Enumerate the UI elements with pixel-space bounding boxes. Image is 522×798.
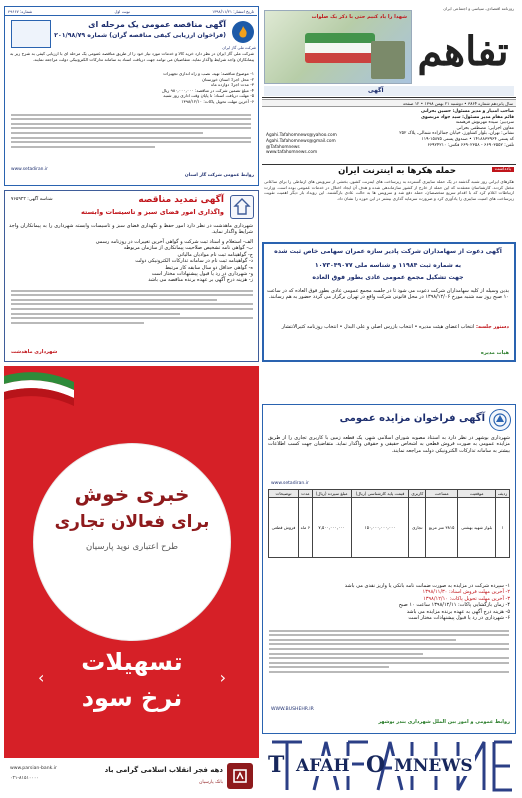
tender-round: نوبت اول	[114, 9, 130, 14]
meeting-agenda-label: دستور جلسه:	[475, 324, 509, 330]
table-cell: ۳۸۱۵ متر مربع	[426, 498, 458, 558]
tender-stamp	[11, 20, 51, 48]
extension-logo	[230, 195, 254, 219]
meeting-signature: هیات مدیره	[480, 350, 509, 356]
table-cell: فروش قطعی	[269, 498, 299, 558]
social-handle[interactable]: @Tafahomnews	[266, 144, 300, 150]
editorial	[262, 164, 516, 238]
extension-title: آگهی تمدید مناقصه	[138, 195, 224, 205]
tender-number: شماره: ۴۹۶۶۷	[8, 9, 33, 14]
ad-auction	[262, 404, 516, 734]
auction-title: آگهی فراخوان مزایده عمومی	[339, 413, 485, 424]
chevron-left-icon: ‹	[38, 668, 45, 687]
ad-extension	[4, 190, 259, 362]
banner-flag	[305, 33, 375, 63]
tender-item: ۱- موضوع مناقصه: تهیه، نصب و راه اندازی تجهیزات	[163, 71, 254, 76]
phones: تلفن: ۶۶۹۰۳۵۵۲ - ۶۶۹۰۲۳۵۸ فکس: ۶۶۹۲۴۲۱۰	[427, 142, 514, 148]
tender-item: ۳- مدت اجرا: دوازده ماه	[211, 82, 254, 88]
chevron-right-icon: ›	[219, 668, 226, 687]
extension-subtitle: واگذاری امور فضای سبز و تاسیسات وابسته	[80, 208, 224, 216]
table-cell: ۷,۵۰۰,۰۰۰,۰۰۰	[312, 498, 351, 558]
ad-meeting	[262, 242, 516, 362]
bank-logo	[227, 763, 253, 789]
extension-body: شهرداری ماهدشت در نظر دارد امور حفظ و نگهداری فضای سبز و تاسیسات وابسته شهرداری را به پیمانکاران واجد شرایط واگذار نماید.	[9, 223, 253, 236]
tender-items	[10, 71, 254, 105]
bank-web[interactable]: www.parsian-bank.ir	[10, 766, 57, 771]
meeting-agenda: انتخاب اعضای هیئت مدیره • انتخاب بازرس اصلی و علی البدل • انتخاب روزنامه کثیرالانتشار	[281, 324, 475, 330]
table-header: قیمت پایه کارشناسی (ریال)	[351, 490, 409, 498]
meeting-subtitle2: جهت تشکیل مجمع عمومی عادی بطور فوق العاده	[312, 274, 464, 281]
table-header-row	[269, 490, 510, 498]
website-link[interactable]: www.tafahomnews.com	[266, 150, 318, 156]
mosaic-part: AFAH	[296, 756, 350, 776]
gas-flame-icon	[236, 25, 250, 39]
bank-phone: ۰۲۱-۸۱۵۱۰۰۰۰	[10, 776, 39, 781]
tender-item: ۵- مهلت دریافت اسناد: تا پایان وقت اداری روز شنبه	[163, 93, 254, 99]
extension-item: ه- گواهی حداقل دو سال سابقه کار مرتبط	[165, 264, 253, 271]
auction-note: ۶- شهرداری در رد یا قبول پیشنهادات مختار است	[408, 615, 510, 622]
tender-item: ۴- مبلغ تضمین شرکت در مناقصه: ۹۸۰,۰۰۰,۰۰۰ ریال	[161, 87, 254, 93]
table-header: ردیف	[496, 490, 510, 498]
tender-org: شرکت ملی گاز ایران	[222, 45, 256, 50]
auction-logo	[489, 409, 511, 431]
logo	[414, 16, 512, 86]
extension-item: د- گواهینامه ثبت نام در سامانه تدارکات الکترونیکی دولت	[135, 258, 253, 265]
logo-text: تفاهم	[417, 27, 509, 75]
auction-web2[interactable]: WWW.BUSHEHR.IR	[271, 707, 314, 712]
extension-item: ز- هزینه درج آگهی بر عهده برنده مناقصه می باشد	[148, 277, 253, 284]
mosaic-part: MNEWS	[394, 756, 473, 776]
editorial-kicker: یادداشت	[492, 167, 514, 172]
extension-item: الف- استعلام و اسناد ثبت شرکت و گواهی آخرین تغییرات در روزنامه رسمی	[95, 239, 253, 245]
extension-item: ب- گواهی نامه تشخیص صلاحیت پیمانکاری از سازمان مربوطه	[123, 245, 253, 252]
table-header: توضیحات	[269, 490, 299, 498]
banner-photo	[371, 41, 405, 79]
tender-item: ۶- آخرین مهلت تحویل پاکات: ۱۳۹۸/۱۲/۱۰	[181, 98, 254, 104]
table-cell: ۶ ماه	[298, 498, 312, 558]
bank-offer-box	[38, 646, 226, 726]
auction-note: ۱- سپرده شرکت در مزایده به صورت ضمانت نامه بانکی یا واریز نقدی می باشد	[344, 583, 510, 589]
extension-notice-no: شناسه آگهی: ۷۶۵۹۲۲	[11, 197, 53, 202]
meeting-subtitle: به شماره ثبت ۱۱۹۸۴ و شناسه ملی ۱۰۷۳۰۴۹۰۷۷	[314, 262, 462, 269]
table-cell: ۱	[496, 498, 510, 558]
table-cell: بلوار شهید بهشتی	[458, 498, 496, 558]
extension-fine-print	[11, 287, 253, 343]
tender-fine-print	[11, 111, 251, 163]
auction-body: شهرداری بوشهر در نظر دارد به استناد مصوبه شورای اسلامی شهر، یک قطعه زمین با کاربری تجاری را از طریق مزایده عمومی به صورت فروش قطعی به اشخاص حقیقی و حقوقی واگذار نماید. متقاضیان جهت کسب اطلاعات بیشتر به سامانه تدارکات الکترونیکی دولت مراجعه نمایند.	[268, 435, 510, 454]
auction-note: ۵- هزینه درج آگهی به عهده برنده مزایده می باشد	[406, 608, 510, 615]
banner-text: شهدا را یاد کنیم حتی با ذکر یک صلوات	[311, 14, 407, 20]
table-header: موقعیت	[458, 490, 496, 498]
bank-offer2: نرخ سود	[81, 684, 183, 712]
issue-text: سال پانزدهم شماره ۳۸۶۴ • دوشنبه ۲۱ بهمن ۱۳۹۸ • ۱۲ صفحه	[402, 101, 513, 106]
table-row	[269, 498, 510, 558]
table-header: مدت	[298, 490, 312, 498]
staff-list	[364, 109, 514, 148]
auction-note: ۴- زمان بازگشایی پاکات: ۱۳۹۸/۱۲/۱۱ ساعت ۱۰ صبح	[398, 602, 510, 609]
ads-label: آگهی	[368, 87, 384, 94]
tender-title: آگهی مناقصه عمومی یک مرحله ای	[88, 20, 226, 29]
staff-line: معاون اجرایی: مصطفی بحرانی	[456, 125, 514, 131]
table-cell: تجاری	[409, 498, 426, 558]
extension-signature: شهرداری ماهدشت	[11, 349, 58, 355]
staff-line: نشانی: تهران، بلوار کشاورز، خیابان جمالزاده شمالی، پلاک ۲۵۲	[399, 131, 514, 137]
meeting-body: بدین وسیله از کلیه سهامداران شرکت دعوت می شود تا در جلسه مجمع عمومی عادی بطور فوق العاده که در ساعت ۱۰ صبح روز سه شنبه مورخ ۱۳۹۸/۱۲/۰۶ در محل قانونی شرکت واقع در تهران برگزار می گردد حضور به هم رسانند.	[267, 288, 509, 301]
tender-topbar	[5, 7, 257, 16]
mosaic-part: T	[268, 752, 285, 778]
tender-web[interactable]: www.setadiran.ir	[11, 167, 48, 172]
bank-tagline: طرح اعتباری نوید پارسیان	[85, 542, 179, 552]
tender-item: ۲- محل اجرا: استان خوزستان	[201, 76, 254, 82]
staff-line: قائم مقام مدیر مسئول: سید جواد مرتضوی	[421, 114, 514, 120]
ads-ribbon	[264, 86, 514, 96]
staff-line: سردبیر: سیده مهرنوش فرهنمند	[455, 120, 514, 126]
banner	[264, 10, 412, 84]
bank-slogan: دهه فجر انقلاب اسلامی گرامی باد	[104, 766, 223, 774]
contact-list	[266, 133, 362, 156]
ad-bank	[4, 366, 259, 794]
staff-line: کد پستی ۱۴۱۸۸۳۳۹۶۴ • صندوق پستی ۱۵۸۷۵-۱۱۹	[421, 136, 514, 142]
flag-ribbon-icon	[4, 366, 74, 426]
auction-note: ۳- آخرین مهلت تحویل پاکات: ۱۳۹۸/۱۲/۱۰	[423, 595, 510, 602]
issue-line	[262, 99, 516, 107]
tender-contact: روابط عمومی شرکت گاز استان	[184, 173, 254, 178]
tender-logo	[232, 21, 254, 43]
tender-body: شرکت ملی گاز ایران در نظر دارد خرید کالا و خدمات مورد نیاز خود را از طریق مناقصه عمومی یک مرحله ای با ارزیابی کیفی به شرح زیر به پیمانکاران واجد شرایط واگذار نماید. متقاضیان می توانند جهت دریافت اسناد به سامانه تدارکات الکترونیکی دولت مراجعه نمایند.	[10, 51, 254, 62]
meeting-agenda-block	[267, 324, 509, 330]
extension-item: ج- گواهینامه ثبت نام موادیان مالیاتی	[177, 251, 253, 258]
staff-line: صاحب امتیاز و مدیر مسئول: حسین بحرانی	[420, 109, 514, 114]
extension-item: و- شهرداری در رد یا قبول پیشنهادات مختار است	[151, 271, 253, 278]
auction-signature: روابط عمومی و امور بین الملل شهرداری بندر بوشهر	[378, 719, 510, 725]
table-header: مبلغ سپرده (ریال)	[312, 490, 351, 498]
bank-footer	[4, 758, 259, 794]
municipality-emblem-icon	[231, 196, 253, 218]
mosaic-part: O	[366, 752, 386, 778]
bank-name: بانک پارسیان	[199, 780, 223, 785]
bank-logo-icon	[231, 767, 249, 785]
meeting-title: آگهی دعوت از سهامداران شرکت پادیر سازه عمران سهامی خاص ثبت شده	[274, 248, 502, 255]
editorial-headline: حمله هکرها به اینترنت ایران	[338, 166, 456, 176]
ad-tender	[4, 6, 259, 186]
auction-notes	[268, 583, 510, 621]
auction-note: ۲- آخرین مهلت فروش اسناد: ۱۳۹۸/۱۱/۳۰	[422, 589, 510, 596]
email-link[interactable]: Agahi.Tafahomnews@gmail.com	[266, 138, 336, 144]
auction-table-wrap	[268, 489, 510, 558]
masthead	[262, 6, 516, 98]
table-header: کاربری	[409, 490, 426, 498]
tender-date: تاریخ انتشار: ۱۳۹۸/۱۱/۲۱	[212, 9, 254, 14]
mosaic-text	[262, 738, 516, 794]
email-link[interactable]: Agahi.Tafahomnews@yahoo.com	[266, 133, 337, 138]
auction-fine-print	[269, 627, 509, 703]
bank-headline1: خبری خوش	[74, 482, 190, 506]
footer-mosaic	[262, 738, 516, 794]
masthead-subtitle: روزنامه اقتصادی، سیاسی و اجتماعی ایران	[443, 6, 514, 11]
editorial-body: هکرهای ایرانی روز شنبه گذشته در یک حمله سایبری گسترده به زیرساخت های اینترنت کشور، بخشی از سرویس های ارتباطی را برای ساعاتی مختل کردند. کارشناسان معتقدند که این حمله از خارج از کشور سازماندهی شده و هدف آن ایجاد اختلال در خدمات عمومی بوده است. وزارت ارتباطات اعلام کرد که با اقدام سریع متخصصان، حمله دفع شد و سرویس ها به حالت عادی بازگشتند. این رویداد بار دیگر اهمیت تقویت زیرساخت های امنیت سایبری را یادآوری کرد و ضرورت سرمایه گذاری بیشتر در این حوزه را نشان داد.	[264, 179, 514, 201]
city-emblem-icon	[490, 410, 510, 430]
bank-headline2: برای فعالان تجاری	[54, 512, 210, 532]
bank-offer1: تسهیلات	[81, 648, 183, 676]
extension-items	[9, 239, 253, 284]
auction-web[interactable]: www.setadiran.ir	[271, 481, 309, 486]
table-header: مساحت	[426, 490, 458, 498]
tender-subtitle: (فراخوان ارزیابی کیفی مناقصه گران) شماره ۲۰۱/۹۸/۷۹	[54, 32, 226, 39]
table-cell: ۱۵۰,۰۰۰,۰۰۰,۰۰۰	[351, 498, 409, 558]
auction-table	[268, 489, 510, 558]
staff-box	[262, 109, 516, 161]
